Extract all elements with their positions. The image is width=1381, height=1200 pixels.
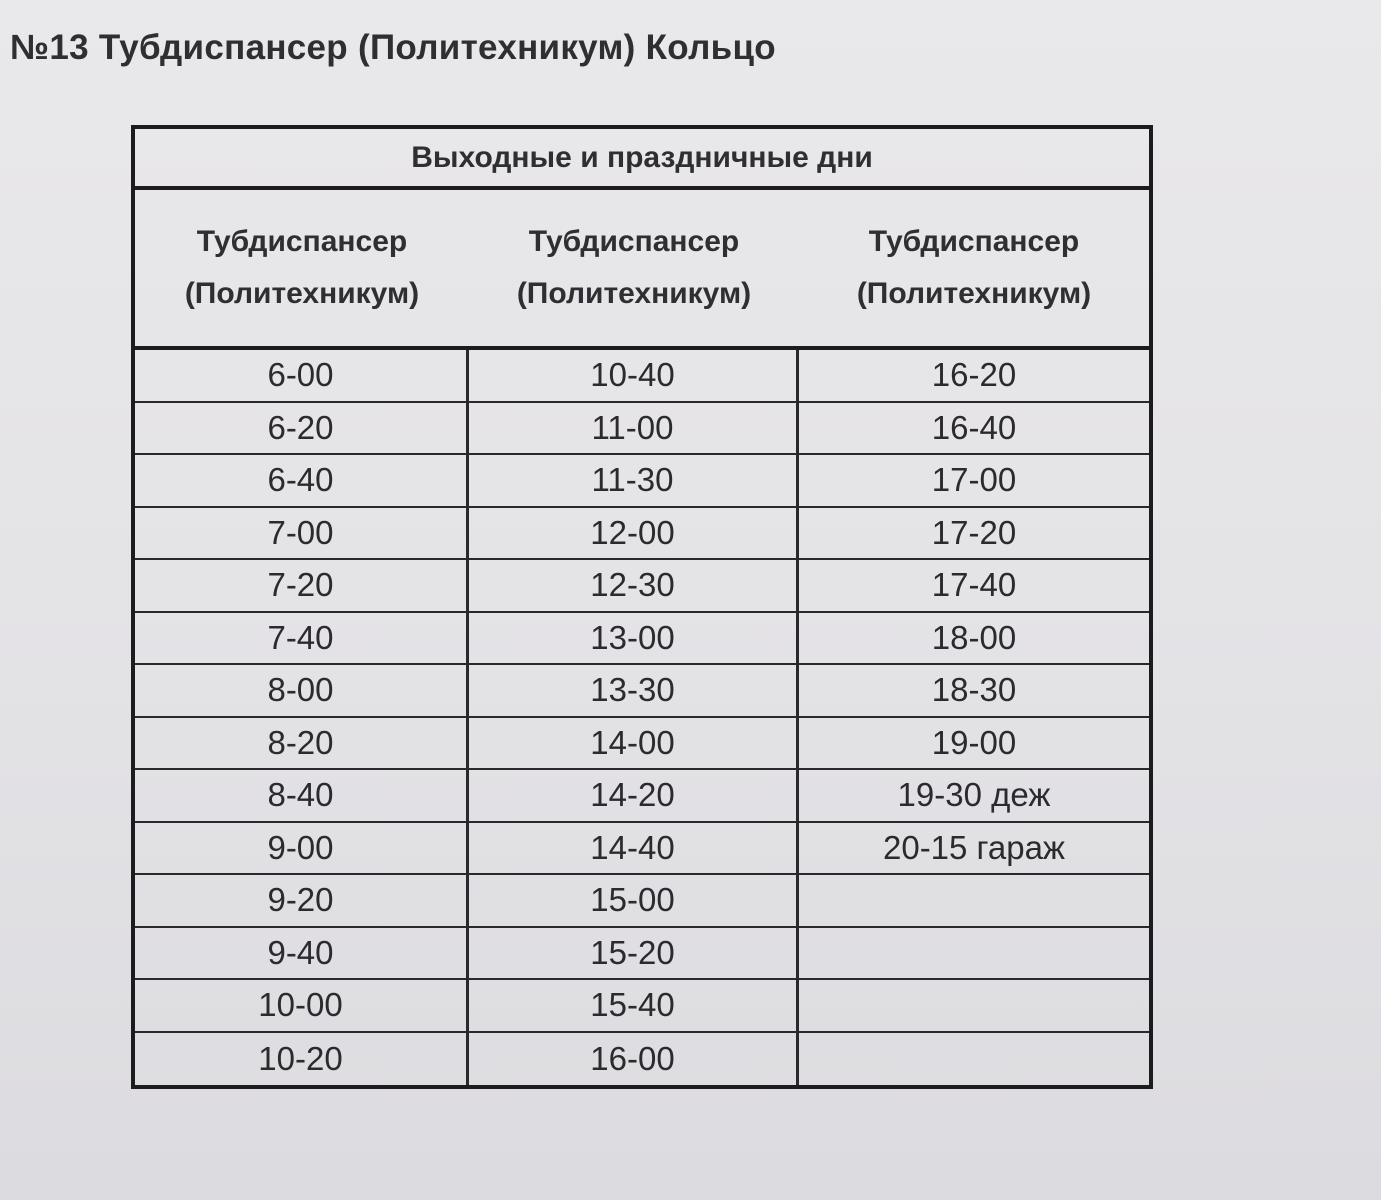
time-cell: 7-00 <box>135 508 469 561</box>
page-title: №13 Тубдиспансер (Политехникум) Кольцо <box>10 28 776 67</box>
column-header-1-line2: (Политехникум) <box>184 277 420 310</box>
column-header-1-line1: Тубдиспансер <box>196 225 408 258</box>
time-cell: 6-20 <box>135 403 469 456</box>
time-cell: 15-00 <box>469 875 799 928</box>
time-cell <box>799 928 1149 981</box>
time-cell: 20-15 гараж <box>799 823 1149 876</box>
time-cell <box>799 875 1149 928</box>
time-cell: 12-30 <box>469 560 799 613</box>
column-header-2-line1: Тубдиспансер <box>528 225 740 258</box>
time-cell: 16-20 <box>799 350 1149 403</box>
column-header-3-line1: Тубдиспансер <box>868 225 1080 258</box>
time-cell: 18-30 <box>799 665 1149 718</box>
time-cell: 9-00 <box>135 823 469 876</box>
column-header-2 <box>469 190 799 346</box>
time-cell: 9-20 <box>135 875 469 928</box>
time-cell: 7-20 <box>135 560 469 613</box>
time-cell: 13-00 <box>469 613 799 666</box>
time-cell: 19-30 деж <box>799 770 1149 823</box>
time-cell: 12-00 <box>469 508 799 561</box>
time-cell <box>799 980 1149 1033</box>
column-headers <box>135 190 1149 350</box>
time-cell: 19-00 <box>799 718 1149 771</box>
time-cell: 11-30 <box>469 455 799 508</box>
time-cell: 10-20 <box>135 1033 469 1086</box>
time-cell: 14-40 <box>469 823 799 876</box>
time-cell <box>799 1033 1149 1086</box>
time-cell: 15-40 <box>469 980 799 1033</box>
section-header: Выходные и праздничные дни <box>135 129 1149 190</box>
time-cell: 8-40 <box>135 770 469 823</box>
column-header-3-line2: (Политехникум) <box>856 277 1092 310</box>
schedule-table <box>131 125 1153 1089</box>
schedule-rows <box>135 350 1149 1085</box>
time-cell: 7-40 <box>135 613 469 666</box>
time-cell: 15-20 <box>469 928 799 981</box>
column-header-2-line2: (Политехникум) <box>516 277 752 310</box>
time-cell: 14-20 <box>469 770 799 823</box>
column-header-3 <box>799 190 1149 346</box>
column-header-1 <box>135 190 469 346</box>
time-cell: 18-00 <box>799 613 1149 666</box>
time-cell: 17-20 <box>799 508 1149 561</box>
time-cell: 14-00 <box>469 718 799 771</box>
time-cell: 13-30 <box>469 665 799 718</box>
time-cell: 17-40 <box>799 560 1149 613</box>
time-cell: 16-00 <box>469 1033 799 1086</box>
time-cell: 10-00 <box>135 980 469 1033</box>
time-cell: 8-00 <box>135 665 469 718</box>
time-cell: 11-00 <box>469 403 799 456</box>
time-cell: 10-40 <box>469 350 799 403</box>
time-cell: 6-00 <box>135 350 469 403</box>
time-cell: 17-00 <box>799 455 1149 508</box>
time-cell: 9-40 <box>135 928 469 981</box>
time-cell: 16-40 <box>799 403 1149 456</box>
time-cell: 6-40 <box>135 455 469 508</box>
time-cell: 8-20 <box>135 718 469 771</box>
